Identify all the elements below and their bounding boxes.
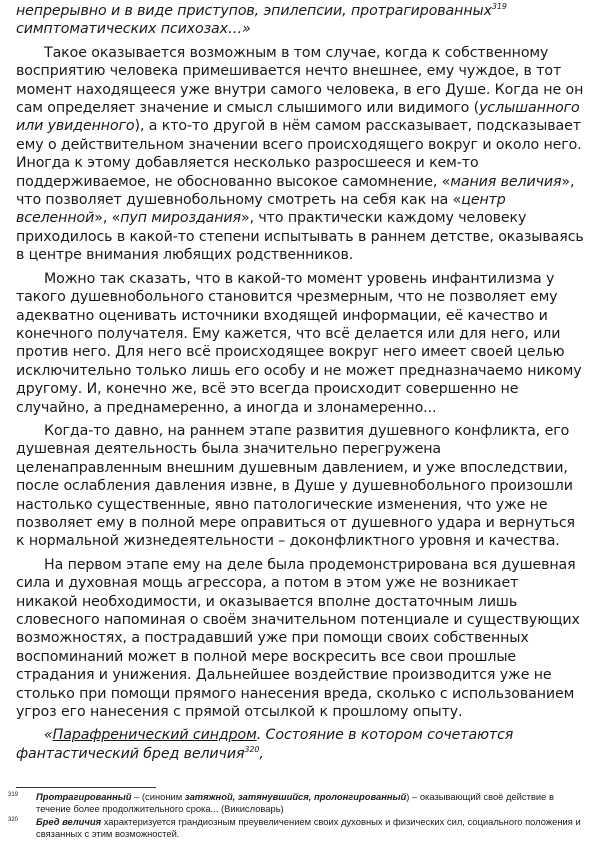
footnote-text — [16, 816, 584, 840]
footnote-divider — [16, 787, 156, 788]
paragraph-4: На первом этапе ему на деле была продемонстрирована вся душевная сила и духовная мощь агрессора, а потом в этом уже не возникает никакой необходимости, и оказывается вполне достаточным лишь словесного напоминая о своём значительном потенциале и существующих возможностях, а пострадавший уже при помощи своих собственных воспоминаний может в полной мере воскресить все свои прошлые страдания и унижения. Дальнейшее воздействие производится уже не столько при помощи прямого нанесения вреда, сколько с использованием угроз его нанесения с прямой отсылкой к прошлому опыту. — [16, 556, 580, 721]
italic-text: , — [259, 745, 264, 762]
document-body — [16, 0, 584, 768]
italic-text: непрерывно и в виде приступов, эпилепсии, протрагированных — [16, 3, 492, 19]
italic-text: симптоматических психозах…» — [16, 21, 251, 38]
footnote-320 — [8, 816, 584, 840]
footnote-text — [16, 791, 584, 815]
text-run: – (синоним — [131, 791, 185, 802]
paragraph-2: Можно так сказать, что в какой-то момент уровень инфантилизма у такого душевнобольного становится чрезмерным, что не позволяет ему адекватно оценивать источники входящей информации, её качество и конечного получателя. Ему кажется, что всё делается или для него, или против него. Для него всё происходящее вокруг него имеет своей целью исключительно только лишь его особу и не может предназначаемо никому другому. И, конечно же, всё это всегда происходит совершенно не случайно, а преднамеренно, а иногда и злонамеренно... — [16, 270, 582, 416]
footnote-term: Протрагированный — [36, 791, 132, 802]
paragraph-1 — [16, 44, 584, 265]
footnote-number: 319 — [8, 792, 19, 798]
paragraph-0 — [16, 2, 584, 39]
italic-text: пуп мироздания — [120, 210, 241, 227]
footnote-term: Бред величия — [36, 816, 102, 827]
text-run: характеризуется грандиозным преувеличением своих духовных и физических сил, социального положения и связанных с этим возможностей. — [36, 816, 581, 839]
paragraph-5 — [16, 726, 584, 763]
footnote-ref-319[interactable]: 319 — [491, 2, 507, 11]
italic-text: мания величия — [450, 173, 562, 190]
italic-text: . Состояние в котором сочетаются фантастический бред величия — [16, 727, 514, 762]
text-run: ), а кто-то другой в нём самом рассказывает, подсказывает ему о действительном значении всего происходящего вокруг и около него. Иногда к этому добавляется несколько разросшееся и кем-то поддерживаемое, не обоснованно высокое самомнение, « — [16, 118, 582, 190]
paraphrenic-syndrome-link[interactable]: Парафренический синдром — [52, 727, 257, 744]
footnote-ref-320[interactable]: 320 — [244, 744, 260, 754]
footnote-synonyms: затяжной, затянувшийся, пролонгированный — [184, 791, 407, 802]
footnote-number: 320 — [8, 817, 19, 823]
text-run: Такое оказывается возможным в том случае, когда к собственному восприятию человека примешивается нечто внешнее, ему чуждое, в тот момент находящееся уже внутри самого человека, в его Душе. Когда не он сам определяет значение и смысл слышимого или видимого ( — [16, 44, 584, 117]
text-run: », что позволяет душевнобольному смотреть на себя как на « — [16, 173, 575, 209]
italic-text: услышанного или увиденного — [16, 100, 580, 135]
text-run: », « — [94, 210, 121, 227]
text-run: ) – оказывающий своё действие в течение более продолжительного срока... (Викисловарь) — [36, 791, 554, 814]
text-run: », что практически каждому человеку приходилось в какой-то степени испытывать в раннем детстве, оказываясь в центре внимания любящих родственников. — [16, 210, 584, 264]
footnote-319 — [8, 791, 584, 815]
italic-text: центр вселенной — [16, 192, 506, 227]
paragraph-3: Когда-то давно, на раннем этапе развития душевного конфликта, его душевная деятельность была значительно перегружена целенаправленным внешним душевным давлением, и уже впоследствии, после ослабления давления извне, в Душе у душевнобольного произошли настолько существенные, явно патологические изменения, что уже не позволяет ему в полной мере оправиться от душевного удара и вернуться к нормальной жизнедеятельности – доконфликтного уровня и качества. — [16, 422, 575, 550]
italic-text: « — [44, 727, 53, 744]
